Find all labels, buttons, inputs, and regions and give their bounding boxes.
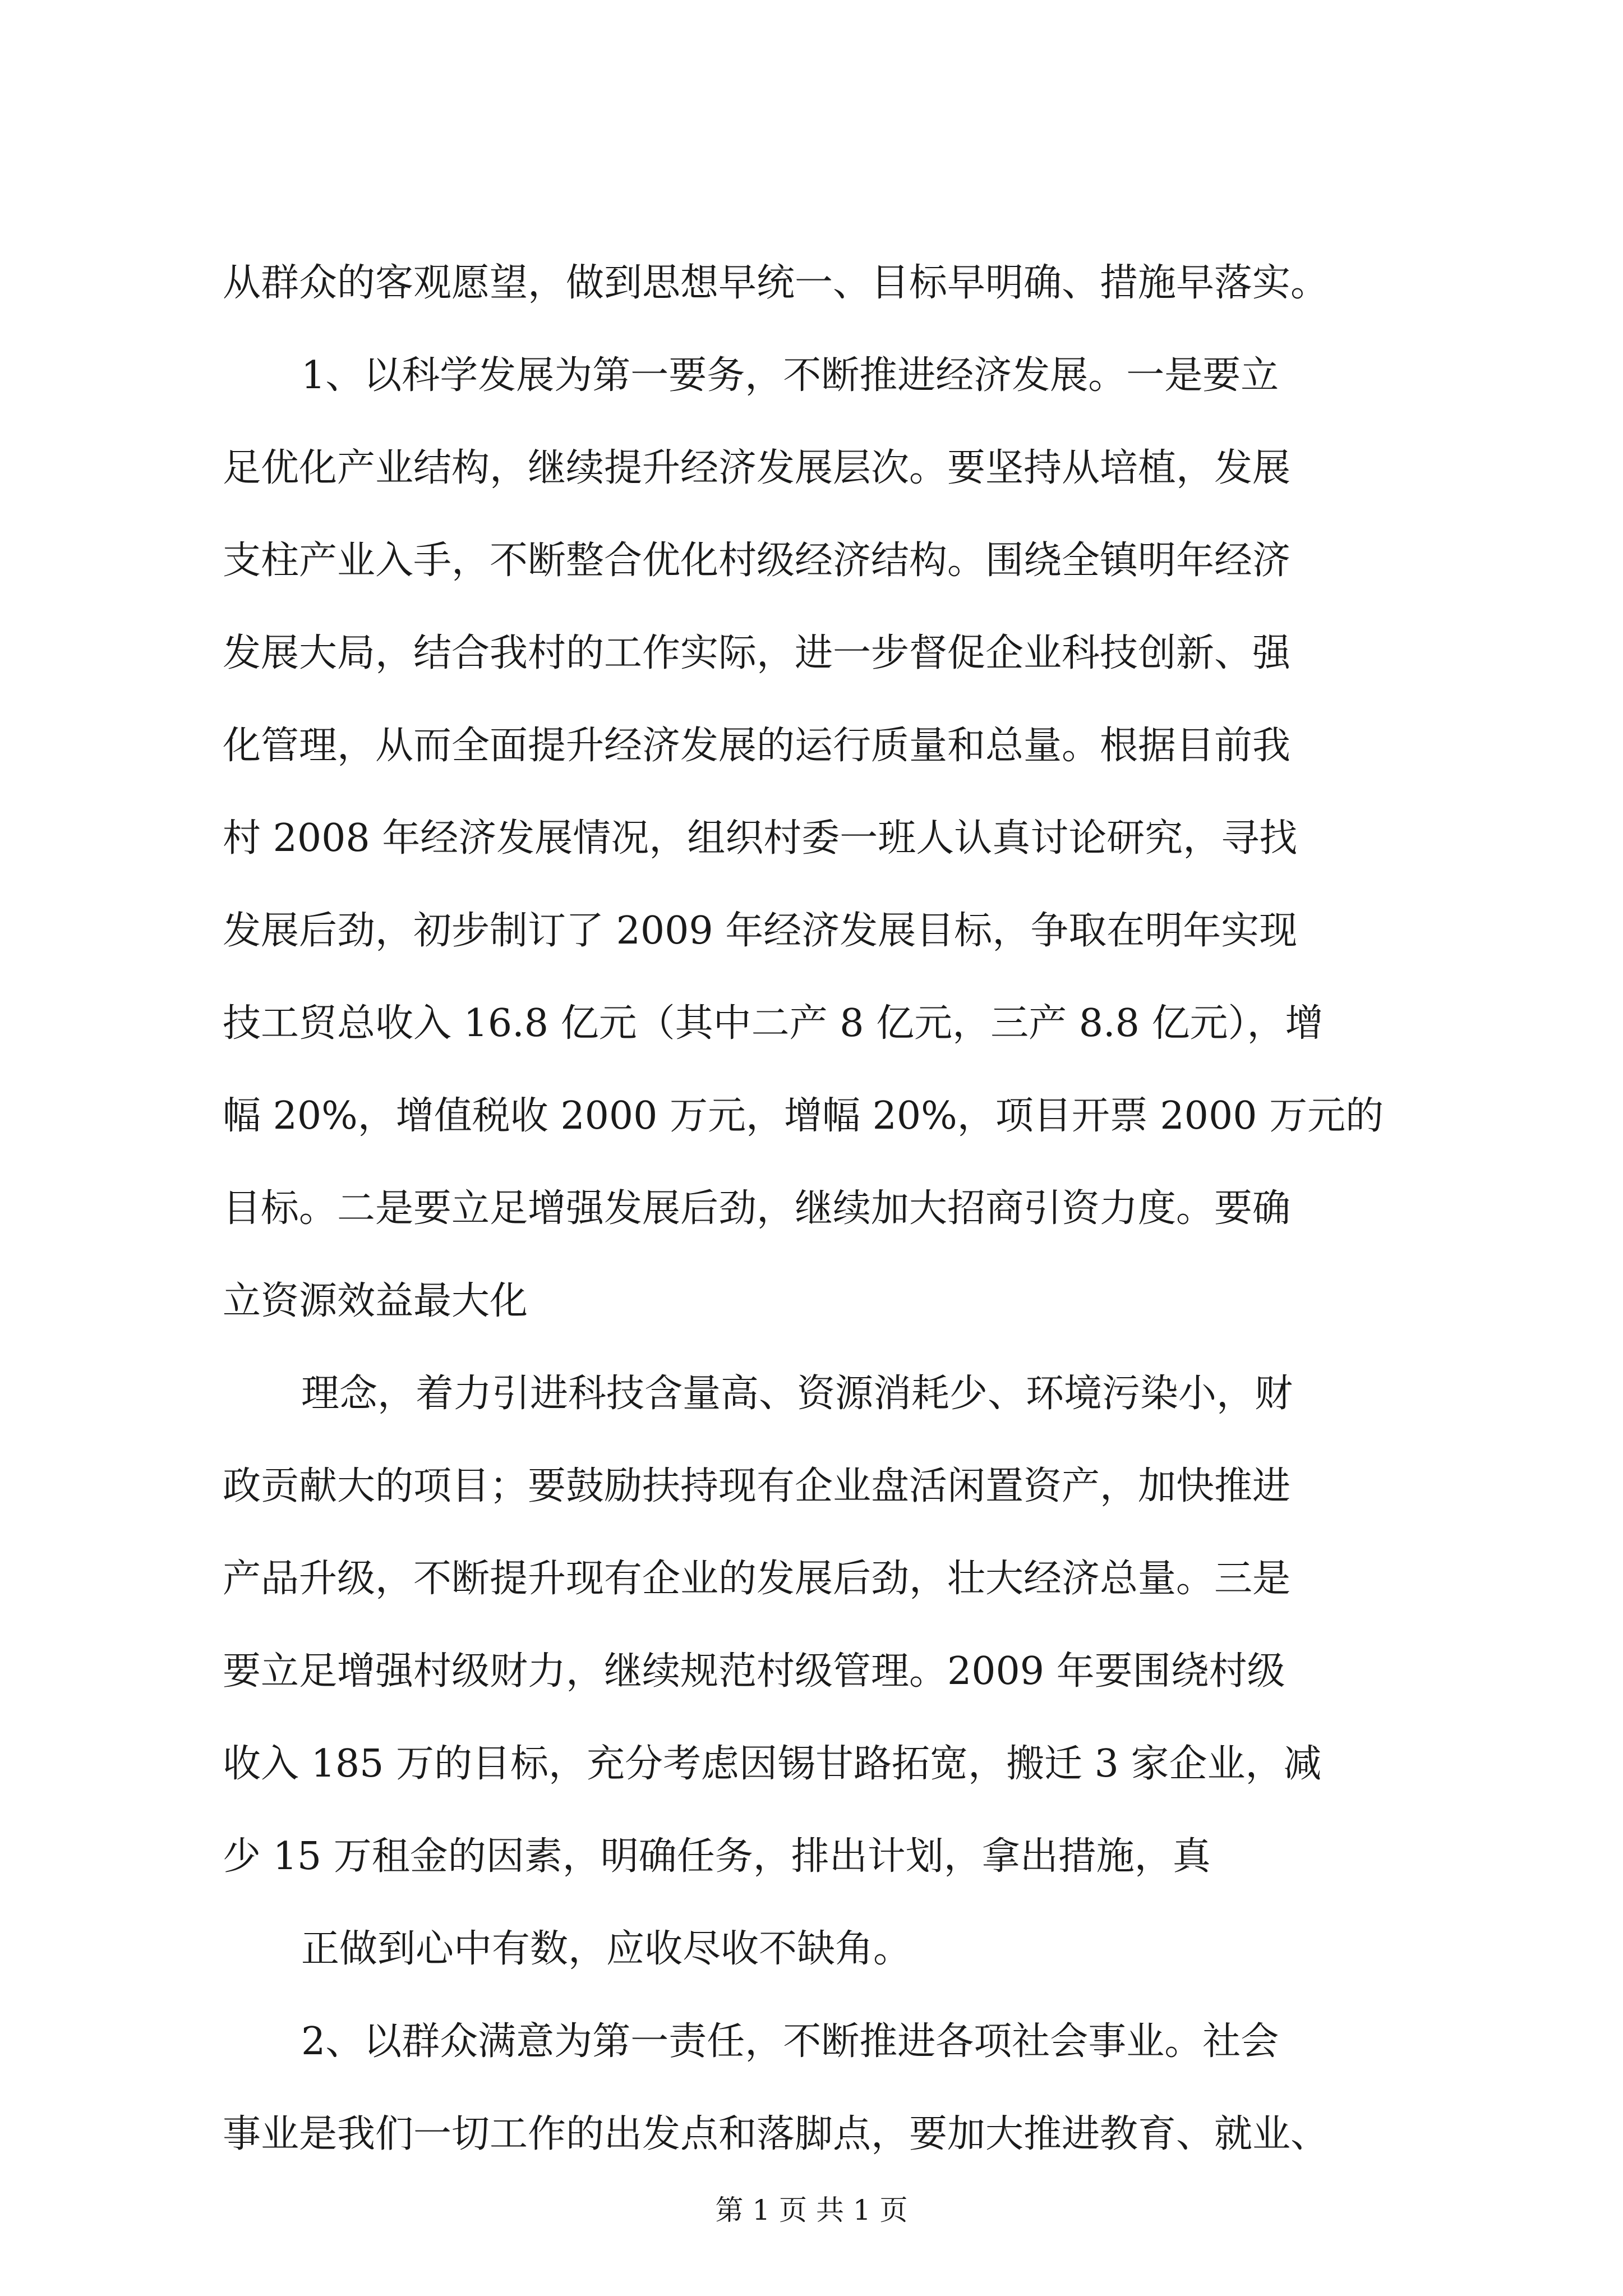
text-line-7: 村 2008 年经济发展情况，组织村委一班人认真讨论研究，寻找 bbox=[223, 816, 1298, 861]
text-line-11: 目标。二是要立足增强发展后劲，继续加大招商引资力度。要确 bbox=[223, 1186, 1291, 1231]
page-number-footer: 第 1 页 共 1 页 bbox=[715, 2194, 908, 2226]
text-line-19: 正做到心中有数，应收尽收不缺角。 bbox=[301, 1927, 912, 1971]
text-line-18: 少 15 万租金的因素，明确任务，排出计划，拿出措施，真 bbox=[223, 1834, 1211, 1879]
text-line-6: 化管理，从而全面提升经济发展的运行质量和总量。根据目前我 bbox=[223, 724, 1291, 768]
text-line-12: 立资源效益最大化 bbox=[223, 1279, 528, 1323]
text-line-13: 理念，着力引进科技含量高、资源消耗少、环境污染小，财 bbox=[301, 1372, 1293, 1416]
text-line-16: 要立足增强村级财力，继续规范村级管理。2009 年要围绕村级 bbox=[223, 1649, 1285, 1694]
text-line-9: 技工贸总收入 16.8 亿元（其中二产 8 亿元，三产 8.8 亿元），增 bbox=[223, 1001, 1324, 1046]
text-line-14: 政贡献大的项目；要鼓励扶持现有企业盘活闲置资产，加快推进 bbox=[223, 1464, 1291, 1508]
text-line-3: 足优化产业结构，继续提升经济发展层次。要坚持从培植，发展 bbox=[223, 446, 1291, 490]
text-line-5: 发展大局，结合我村的工作实际，进一步督促企业科技创新、强 bbox=[223, 631, 1291, 675]
text-line-2: 1、以科学发展为第一要务，不断推进经济发展。一是要立 bbox=[301, 353, 1279, 398]
text-line-20: 2、以群众满意为第一责任，不断推进各项社会事业。社会 bbox=[301, 2019, 1279, 2064]
text-line-15: 产品升级，不断提升现有企业的发展后劲，壮大经济总量。三是 bbox=[223, 1557, 1291, 1601]
text-line-1: 从群众的客观愿望，做到思想早统一、目标早明确、措施早落实。 bbox=[223, 261, 1329, 305]
text-line-21: 事业是我们一切工作的出发点和落脚点，要加大推进教育、就业、 bbox=[223, 2112, 1329, 2156]
text-line-4: 支柱产业入手，不断整合优化村级经济结构。围绕全镇明年经济 bbox=[223, 539, 1291, 583]
text-line-10: 幅 20%，增值税收 2000 万元，增幅 20%，项目开票 2000 万元的 bbox=[223, 1094, 1384, 1138]
text-line-8: 发展后劲，初步制订了 2009 年经济发展目标，争取在明年实现 bbox=[223, 909, 1298, 953]
text-line-17: 收入 185 万的目标，充分考虑因锡甘路拓宽，搬迁 3 家企业，减 bbox=[223, 1742, 1322, 1786]
